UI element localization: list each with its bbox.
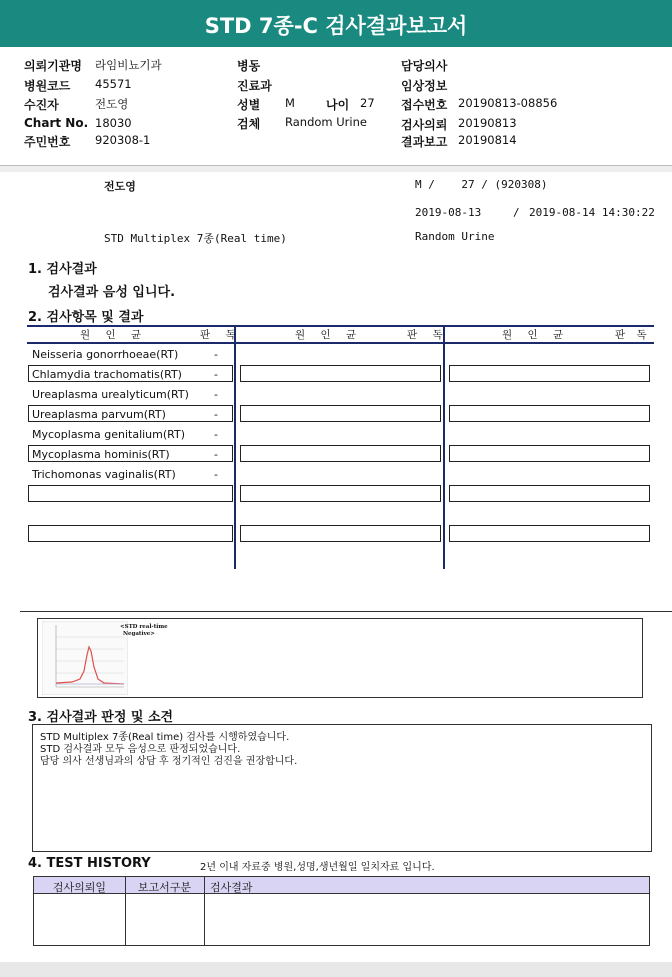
history-note: 2년 이내 자료중 병원,성명,생년월일 일치자료 입니다. bbox=[200, 862, 435, 873]
empty-result-box bbox=[449, 365, 650, 382]
table-divider-2 bbox=[443, 325, 445, 569]
history-col-divider bbox=[204, 877, 205, 945]
empty-result-box bbox=[28, 525, 233, 542]
empty-result-box bbox=[240, 485, 441, 502]
empty-result-box bbox=[449, 445, 650, 462]
pathogen-name: Mycoplasma genitalium(RT) bbox=[32, 428, 186, 441]
pathogen-result: - bbox=[214, 468, 218, 481]
pathogen-result: - bbox=[214, 428, 218, 441]
sex-value: M bbox=[285, 96, 295, 110]
section2-title: 2. 검사항목 및 결과 bbox=[28, 310, 144, 325]
col-pathogen-1: 원 인 균 bbox=[80, 329, 148, 341]
section1-title: 1. 검사결과 bbox=[28, 262, 97, 277]
pathogen-name: Ureaplasma urealyticum(RT) bbox=[32, 388, 189, 401]
empty-result-box bbox=[240, 365, 441, 382]
amplification-curve-thumbnail bbox=[42, 621, 128, 695]
table-header-line bbox=[27, 342, 654, 344]
doctor-label: 담당의사 bbox=[401, 59, 448, 73]
institution-label: 의뢰기관명 bbox=[24, 59, 82, 73]
request-date-label: 검사의뢰 bbox=[401, 118, 448, 132]
pathogen-name: Ureaplasma parvum(RT) bbox=[32, 408, 166, 421]
col-pathogen-3: 원 인 균 bbox=[502, 329, 570, 341]
dept-label: 진료과 bbox=[237, 79, 272, 93]
report-date-value: 20190814 bbox=[458, 133, 517, 147]
graph-caption-line1: <STD real-time bbox=[120, 624, 168, 630]
hospital-code-value: 45571 bbox=[95, 77, 132, 91]
pathogen-result: - bbox=[214, 408, 218, 421]
empty-result-box bbox=[28, 485, 233, 502]
summary-date-sep: / bbox=[513, 206, 520, 219]
footer-band bbox=[0, 962, 672, 977]
pathogen-name: Chlamydia trachomatis(RT) bbox=[32, 368, 182, 381]
report-title: STD 7종-C 검사결과보고서 bbox=[0, 0, 672, 47]
summary-specimen: Random Urine bbox=[415, 230, 495, 243]
hospital-code-label: 병원코드 bbox=[24, 79, 71, 93]
divider-band bbox=[0, 166, 672, 172]
pathogen-result: - bbox=[214, 448, 218, 461]
pathogen-name: Mycoplasma hominis(RT) bbox=[32, 448, 170, 461]
pathogen-name: Neisseria gonorrhoeae(RT) bbox=[32, 348, 179, 361]
col-judgement-2: 판 독 bbox=[407, 329, 449, 341]
opinion-line: STD 검사결과 모두 음성으로 판정되었습니다. bbox=[40, 744, 241, 755]
institution-value: 라임비뇨기과 bbox=[95, 58, 162, 72]
chart-no-value: 18030 bbox=[95, 116, 132, 130]
summary-name: 전도영 bbox=[104, 180, 136, 193]
empty-result-box bbox=[449, 485, 650, 502]
history-col-result: 검사결과 bbox=[210, 881, 253, 894]
col-judgement-3: 판 독 bbox=[615, 329, 651, 341]
resident-no-label: 주민번호 bbox=[24, 135, 71, 149]
summary-test-name: STD Multiplex 7종(Real time) bbox=[104, 232, 287, 245]
col-judgement-1: 판 독 bbox=[200, 329, 242, 341]
history-col-report-type: 보고서구분 bbox=[137, 881, 192, 894]
opinion-box bbox=[32, 724, 652, 852]
empty-result-box bbox=[240, 405, 441, 422]
specimen-label: 검체 bbox=[237, 117, 261, 131]
ward-label: 병동 bbox=[237, 59, 261, 73]
specimen-value: Random Urine bbox=[285, 115, 367, 129]
opinion-line: STD Multiplex 7종(Real time) 검사를 시행하였습니다. bbox=[40, 732, 290, 743]
pathogen-result: - bbox=[214, 368, 218, 381]
table-divider-1 bbox=[234, 325, 236, 569]
resident-no-value: 920308-1 bbox=[95, 133, 151, 147]
patient-label: 수진자 bbox=[24, 98, 59, 112]
empty-result-box bbox=[240, 525, 441, 542]
clinical-info-label: 임상정보 bbox=[401, 79, 448, 93]
age-value: 27 bbox=[360, 96, 375, 110]
section4-title: 4. TEST HISTORY bbox=[28, 856, 151, 871]
graph-box bbox=[37, 618, 643, 698]
graph-separator bbox=[20, 611, 672, 612]
section1-result: 검사결과 음성 입니다. bbox=[48, 285, 176, 300]
pathogen-result: - bbox=[214, 348, 218, 361]
empty-result-box bbox=[240, 445, 441, 462]
empty-result-box bbox=[449, 525, 650, 542]
receipt-no-value: 20190813-08856 bbox=[458, 96, 558, 110]
pathogen-result: - bbox=[214, 388, 218, 401]
chart-no-label: Chart No. bbox=[24, 116, 89, 130]
section3-title: 3. 검사결과 판정 및 소견 bbox=[28, 710, 174, 725]
summary-date-from: 2019-08-13 bbox=[415, 206, 482, 219]
history-table bbox=[33, 876, 650, 946]
sex-label: 성별 bbox=[237, 98, 261, 112]
report-date-label: 결과보고 bbox=[401, 135, 448, 149]
summary-date-to: 2019-08-14 14:30:22 bbox=[529, 206, 655, 219]
history-col-request-date: 검사의뢰일 bbox=[52, 881, 107, 894]
opinion-line: 담당 의사 선생님과의 상담 후 정기적인 검진을 권장합니다. bbox=[40, 756, 298, 767]
pathogen-name: Trichomonas vaginalis(RT) bbox=[32, 468, 176, 481]
col-pathogen-2: 원 인 균 bbox=[295, 329, 363, 341]
age-label: 나이 bbox=[326, 98, 350, 112]
summary-sex-age: M / 27 / (920308) bbox=[415, 178, 548, 191]
empty-result-box bbox=[449, 405, 650, 422]
request-date-value: 20190813 bbox=[458, 116, 517, 130]
patient-value: 전도영 bbox=[95, 97, 129, 111]
receipt-no-label: 접수번호 bbox=[401, 98, 448, 112]
graph-caption-line2: Negative> bbox=[123, 631, 155, 637]
